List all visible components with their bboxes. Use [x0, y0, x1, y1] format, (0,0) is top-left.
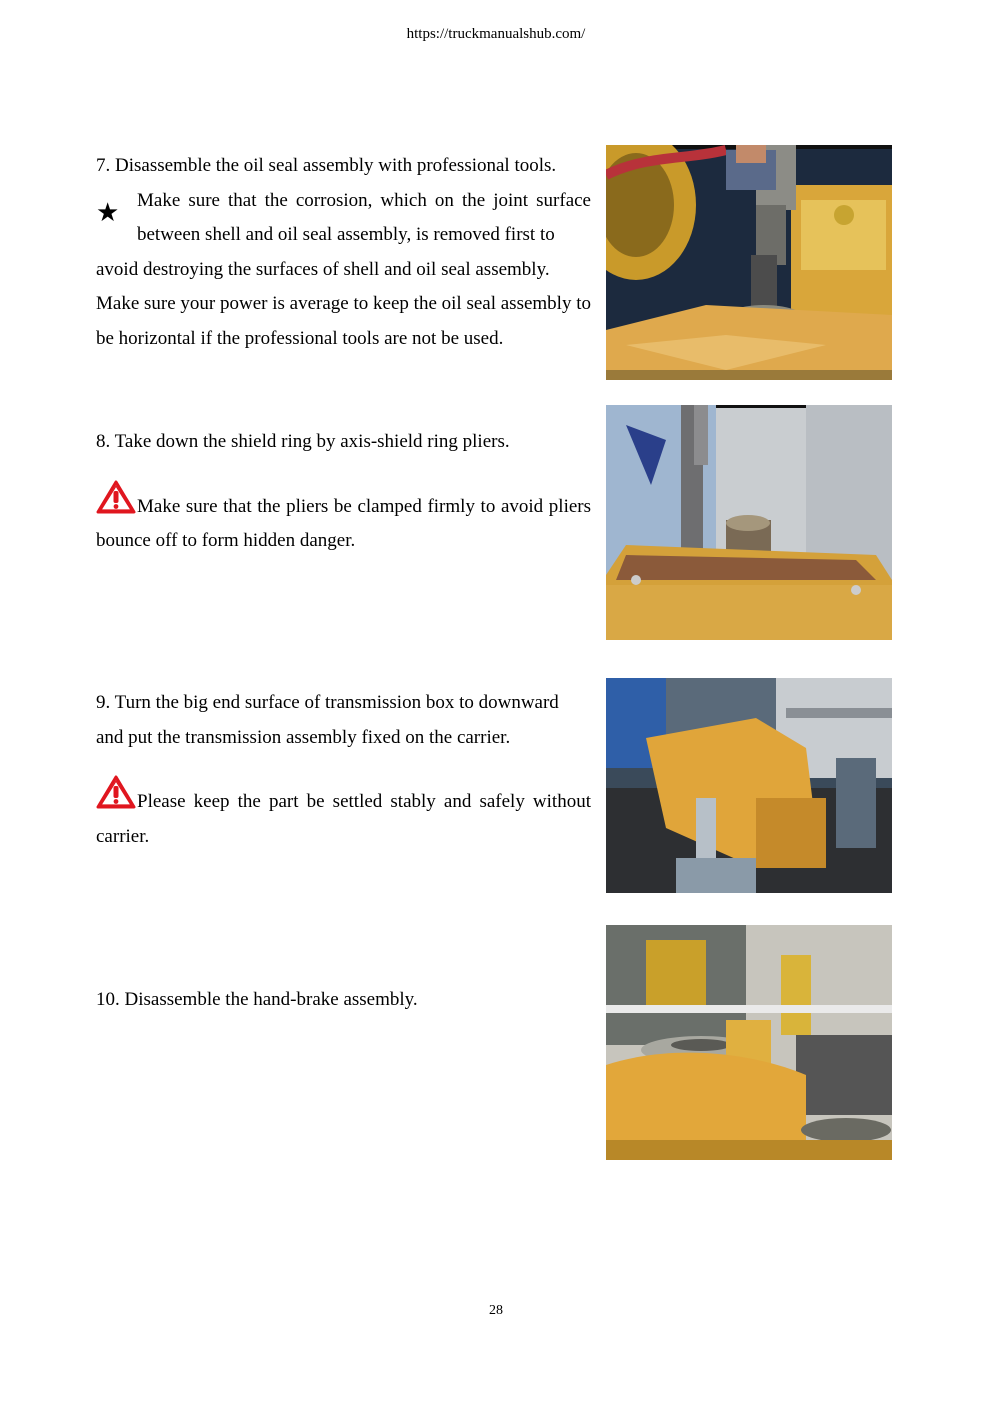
step-8: [96, 425, 591, 559]
photo-shield-ring-pliers: [606, 405, 892, 640]
step-10-title: 10. Disassemble the hand-brake assembly.: [96, 989, 418, 1010]
page-number: 28: [489, 1303, 503, 1318]
step-7-star-text-cont: avoid destroying the surfaces of shell and oil seal assembly.: [96, 258, 550, 280]
step-9-title: 9. Turn the big end surface of transmission box to downward and put the transmission assembly fixed on the carrier.: [96, 692, 559, 748]
step-8-warning-text: Make sure that the pliers be clamped firmly to avoid pliers bounce off to form hidden danger.: [96, 495, 591, 551]
photo-transmission-on-carrier: [606, 678, 892, 893]
step-7: [96, 149, 591, 356]
step-8-title: 8. Take down the shield ring by axis-shield ring pliers.: [96, 431, 510, 452]
warning-triangle-icon: [96, 480, 136, 514]
photo-hand-brake-assembly: [606, 925, 892, 1160]
step-10: [96, 983, 591, 1018]
photo-oil-seal-disassembly: [606, 145, 892, 380]
step-7-extra-note: Make sure your power is average to keep the oil seal assembly to be horizontal if the professional tools are not be used.: [96, 293, 591, 349]
header-url: https://truckmanualshub.com/: [406, 26, 586, 42]
step-8-warning: [96, 480, 591, 559]
star-icon: ★: [96, 197, 120, 228]
step-7-star-note: [96, 184, 591, 253]
step-9: [96, 686, 591, 854]
step-9-warning-text: Please keep the part be settled stably and safely without carrier.: [96, 791, 591, 847]
step-9-warning: [96, 775, 591, 854]
warning-triangle-icon: [96, 775, 136, 809]
step-7-title: 7. Disassemble the oil seal assembly with professional tools.: [96, 155, 557, 176]
step-7-star-text: Make sure that the corrosion, which on the joint surface between shell and oil seal assembly, is removed first to: [137, 189, 591, 245]
